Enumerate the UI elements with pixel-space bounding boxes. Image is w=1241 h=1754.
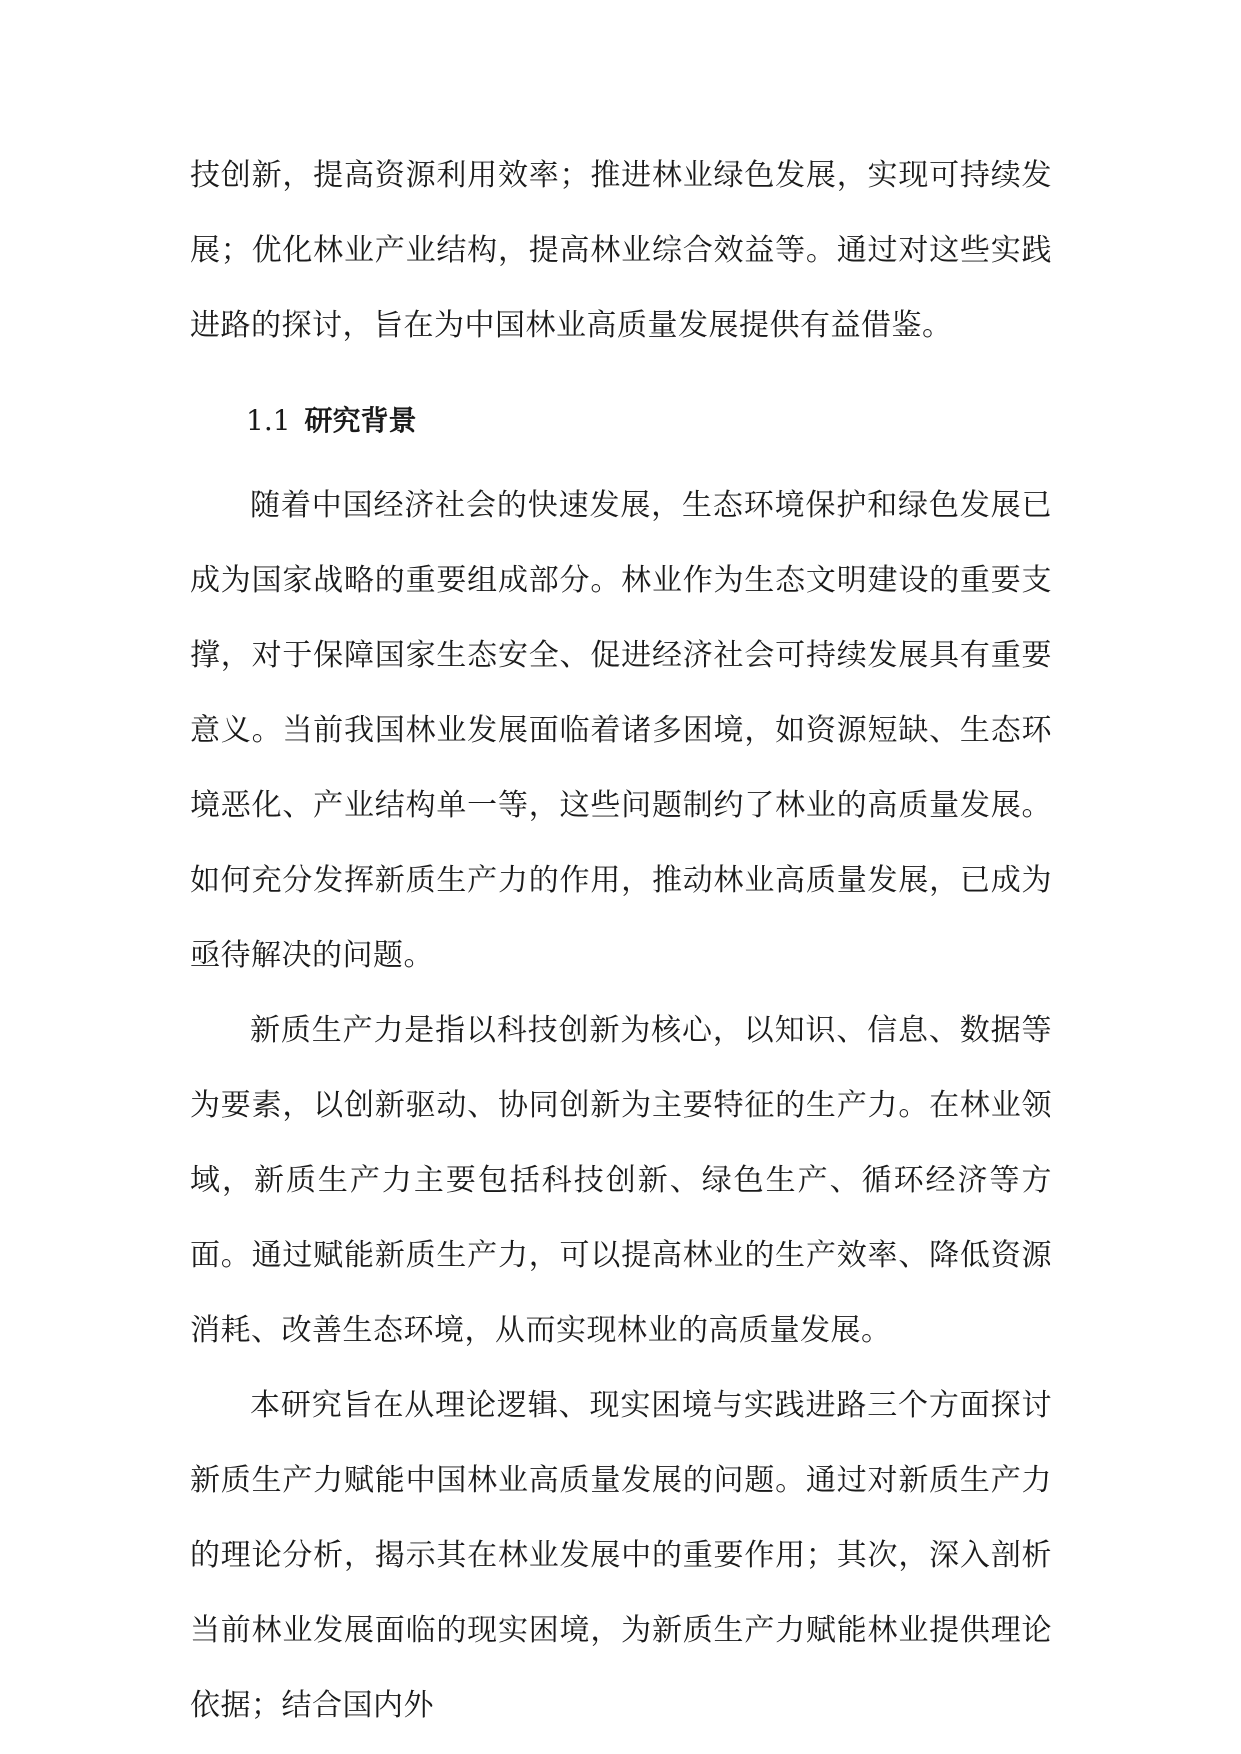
paragraph-new-productivity: 新质生产力是指以科技创新为核心，以知识、信息、数据等为要素，以创新驱动、协同创新为主要特征的生产力。在林业领域，新质生产力主要包括科技创新、绿色生产、循环经济等方面。通过赋能新质生产力，可以提高林业的生产效率、降低资源消耗、改善生态环境，从而实现林业的高质量发展。: [190, 1013, 1052, 1348]
document-body: [190, 138, 1052, 1743]
section-heading: [190, 383, 1052, 458]
paragraph-continued: 技创新，提高资源利用效率；推进林业绿色发展，实现可持续发展；优化林业产业结构，提高林业综合效益等。通过对这些实践进路的探讨，旨在为中国林业高质量发展提供有益借鉴。: [190, 158, 1052, 343]
paragraph-research-aim: 本研究旨在从理论逻辑、现实困境与实践进路三个方面探讨新质生产力赋能中国林业高质量发展的问题。通过对新质生产力的理论分析，揭示其在林业发展中的重要作用；其次，深入剖析当前林业发展面临的现实困境，为新质生产力赋能林业提供理论依据；结合国内外: [190, 1388, 1052, 1723]
paragraph-background: 随着中国经济社会的快速发展，生态环境保护和绿色发展已成为国家战略的重要组成部分。林业作为生态文明建设的重要支撑，对于保障国家生态安全、促进经济社会可持续发展具有重要意义。当前我国林业发展面临着诸多困境，如资源短缺、生态环境恶化、产业结构单一等，这些问题制约了林业的高质量发展。如何充分发挥新质生产力的作用，推动林业高质量发展，已成为亟待解决的问题。: [190, 488, 1052, 973]
section-number: 1.1: [246, 404, 291, 437]
section-title: 研究背景: [304, 404, 417, 437]
